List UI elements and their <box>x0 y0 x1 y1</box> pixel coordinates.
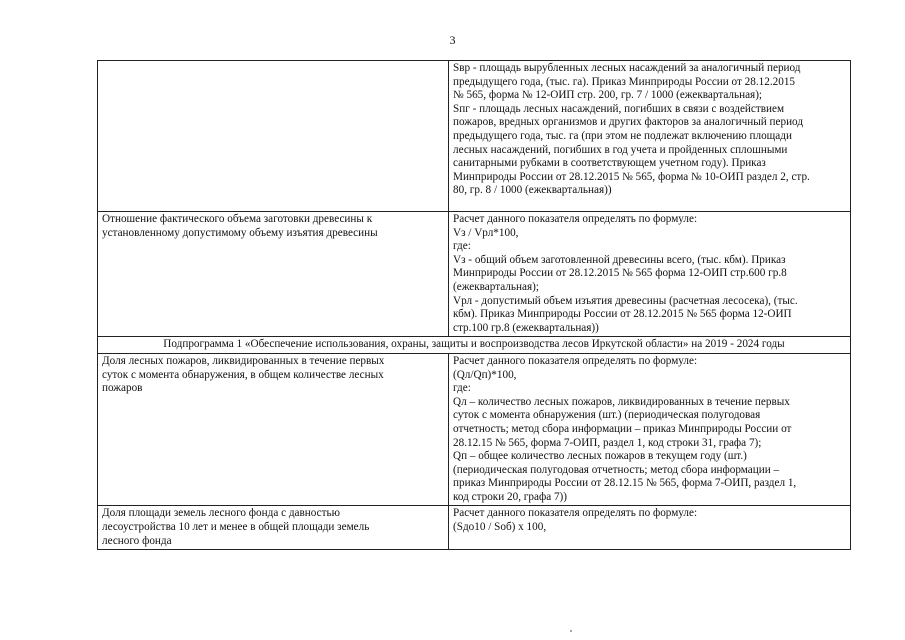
formula-line: предыдущего года, тыс. га (при этом не подлежат включению площади <box>453 129 792 142</box>
indicator-line: Отношение фактического объема заготовки древесины к <box>102 213 373 225</box>
formula-line: предыдущего года, (тыс. га). Приказ Минприроды России от 28.12.2015 <box>453 75 796 88</box>
table-row <box>98 353 851 506</box>
indicator-name-cell <box>98 61 449 212</box>
formula-line: 80, гр. 8 / 1000 (ежеквартальная)) <box>453 184 612 197</box>
formula-line: суток с момента обнаружения (шт.) (периодическая полугодовая <box>453 409 761 422</box>
formula-line: Расчет данного показателя определять по формуле: <box>453 507 698 520</box>
formula-line: стр.100 гр.8 (ежеквартальная)) <box>453 321 599 334</box>
formula-line: Расчет данного показателя определять по формуле: <box>453 213 698 225</box>
formula-line: Sпг - площадь лесных насаждений, погибших в связи с воздействием <box>453 102 785 115</box>
formula-line: Минприроды России от 28.12.2015 № 565 форма 12-ОИП стр.600 гр.8 <box>453 267 787 280</box>
formula-line: Минприроды России от 28.12.2015 № 565, форма № 10-ОИП раздел 2, стр. <box>453 170 810 183</box>
formula-line: № 565, форма № 12-ОИП стр. 200, гр. 7 / 1000 (ежеквартальная); <box>453 89 763 102</box>
indicator-line: пожаров <box>102 382 143 395</box>
formula-line: где: <box>453 382 471 395</box>
formula-line: Vрл - допустимый объем изъятия древесины (расчетная лесосека), (тыс. <box>453 294 798 307</box>
formula-line: где: <box>453 240 471 253</box>
formula-line: приказ Минприроды России от 28.12.15 № 565, форма 7-ОИП, раздел 1, <box>453 477 797 490</box>
formula-cell <box>449 506 851 550</box>
table-row <box>98 61 851 212</box>
indicator-table <box>97 60 851 550</box>
formula-cell <box>449 353 851 506</box>
table-row <box>98 212 851 337</box>
formula-cell <box>449 212 851 337</box>
formula-line: санитарными рубками в соответствующем учетном году). Приказ <box>453 157 766 170</box>
formula-line: Vз - общий объем заготовленной древесины всего, (тыс. кбм). Приказ <box>453 253 786 266</box>
indicator-line: установленному допустимому объему изъятия древесины <box>102 226 378 239</box>
subprogram-title: Подпрограмма 1 «Обеспечение использования, охраны, защиты и воспроизводства лесов Иркутской области» на 2019 - 2024 годы <box>98 337 851 354</box>
table-row <box>98 506 851 550</box>
formula-line: Qл – количество лесных пожаров, ликвидированных в течение первых <box>453 395 790 408</box>
scan-speck <box>570 630 572 632</box>
indicator-name-cell <box>98 506 449 550</box>
formula-line: Расчет данного показателя определять по формуле: <box>453 354 698 367</box>
formula-line: 28.12.15 № 565, форма 7-ОИП, раздел 1, код строки 31, графа 7); <box>453 436 762 449</box>
indicator-line: Доля площади земель лесного фонда с давностью <box>102 507 340 520</box>
formula-line: (Sдо10 / Sоб) х 100, <box>453 521 547 534</box>
subprogram-row <box>98 337 851 354</box>
indicator-line: суток с момента обнаружения, в общем количестве лесных <box>102 368 384 381</box>
formula-line: (ежеквартальная); <box>453 280 539 293</box>
formula-line: код строки 20, графа 7)) <box>453 490 568 503</box>
formula-line: пожаров, вредных организмов и других факторов за аналогичный период <box>453 116 804 129</box>
indicator-line: лесного фонда <box>102 534 172 547</box>
formula-line: лесных насаждений, погибших в год учета и пройденных сплошными <box>453 143 788 156</box>
indicator-name-cell <box>98 353 449 506</box>
indicator-name-cell <box>98 212 449 337</box>
formula-line: (Qл/Qп)*100, <box>453 368 517 381</box>
formula-line: отчетность; метод сбора информации – приказ Минприроды России от <box>453 422 792 435</box>
formula-cell <box>449 61 851 212</box>
formula-line: Sвр - площадь вырубленных лесных насаждений за аналогичный период <box>453 62 801 74</box>
indicator-line: лесоустройства 10 лет и менее в общей площади земель <box>102 521 370 534</box>
formula-line: Vз / Vрл*100, <box>453 226 519 239</box>
formula-line: кбм). Приказ Минприроды России от 28.12.2015 № 565 форма 12-ОИП <box>453 308 792 321</box>
page-number: 3 <box>449 33 456 47</box>
indicator-line: Доля лесных пожаров, ликвидированных в течение первых <box>102 354 385 367</box>
formula-line: (периодическая полугодовая отчетность; метод сбора информации – <box>453 463 780 476</box>
formula-line: Qп – общее количество лесных пожаров в текущем году (шт.) <box>453 450 747 463</box>
